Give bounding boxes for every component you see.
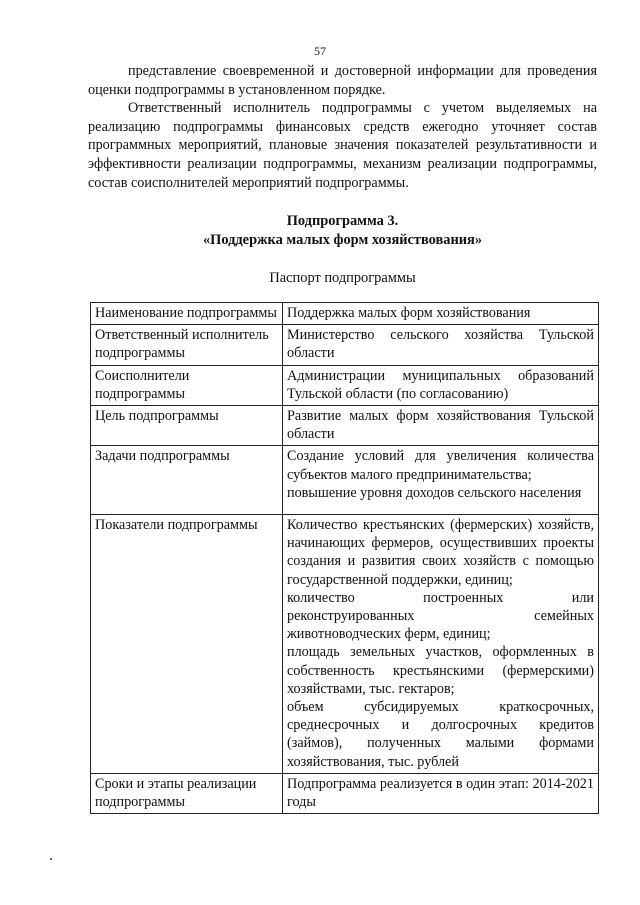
table-row — [91, 515, 599, 774]
row-value-line: количество построенных или реконструированных семейных животноводческих ферм, единиц; — [287, 589, 594, 643]
table-row — [91, 446, 599, 515]
row-label: Показатели подпрограммы — [91, 515, 283, 774]
row-value — [283, 406, 599, 446]
title-line-1: Подпрограмма 3. — [286, 213, 399, 229]
table-row — [91, 406, 599, 446]
paragraph-1: представление своевременной и достоверной информации для проведения оценки подпрограммы в установленном порядке. — [88, 63, 597, 98]
row-value-line: объем субсидируемых краткосрочных, среднесрочных и долгосрочных кредитов (займов), полученных малыми формами хозяйствования, тыс. рублей — [287, 699, 594, 770]
row-value — [283, 773, 599, 813]
row-label: Цель подпрограммы — [91, 406, 283, 446]
row-value — [283, 446, 599, 515]
row-value — [283, 325, 599, 365]
row-value-line: Поддержка малых форм хозяйствования — [287, 305, 531, 321]
row-label: Наименование подпрограммы — [91, 303, 283, 325]
row-value-line: Количество крестьянских (фермерских) хозяйств, начинающих фермеров, осуществивших проекты создания и развития своих хозяйств с помощью государственной поддержки, единиц; — [287, 517, 594, 588]
table-row — [91, 365, 599, 405]
row-label: Задачи подпрограммы — [91, 446, 283, 515]
paragraph-2: Ответственный исполнитель подпрограммы с учетом выделяемых на реализацию подпрограммы финансовых средств ежегодно уточняет состав программных мероприятий, плановые значения показателей результативности и эффективности реализации подпрограммы, механизм реализации подпрограммы, состав соисполнителей мероприятий подпрограммы. — [88, 100, 597, 191]
subprogram-title — [88, 212, 597, 250]
row-value-line: повышение уровня доходов сельского населения — [287, 484, 582, 501]
title-line-2: «Поддержка малых форм хозяйствования» — [202, 232, 483, 248]
row-value-line: Министерство сельского хозяйства Тульской области — [287, 327, 594, 362]
row-value — [283, 515, 599, 774]
body-text — [88, 62, 597, 192]
row-value-line: площадь земельных участков, оформленных в собственность крестьянскими (фермерскими) хозяйствами, тыс. гектаров; — [287, 644, 594, 697]
table-row — [91, 325, 599, 365]
row-value-line: Подпрограмма реализуется в один этап: 2014-2021 годы — [287, 775, 594, 811]
row-value-line: Создание условий для увеличения количества субъектов малого предпринимательства; — [287, 448, 594, 483]
table-row — [91, 303, 599, 325]
row-value — [283, 365, 599, 405]
row-value-line: Администрации муниципальных образований Тульской области (по согласованию) — [287, 367, 594, 402]
scan-speck — [50, 858, 52, 860]
row-value-line: Развитие малых форм хозяйствования Тульской области — [287, 408, 594, 443]
row-label: Сроки и этапы реализации подпрограммы — [91, 773, 283, 813]
passport-table — [90, 302, 599, 814]
row-label: Ответственный исполнитель подпрограммы — [91, 325, 283, 365]
table-row — [91, 773, 599, 813]
page-number: 57 — [314, 44, 326, 58]
row-label: Соисполнители подпрограммы — [91, 365, 283, 405]
row-value — [283, 303, 599, 325]
passport-heading: Паспорт подпрограммы — [269, 270, 416, 286]
